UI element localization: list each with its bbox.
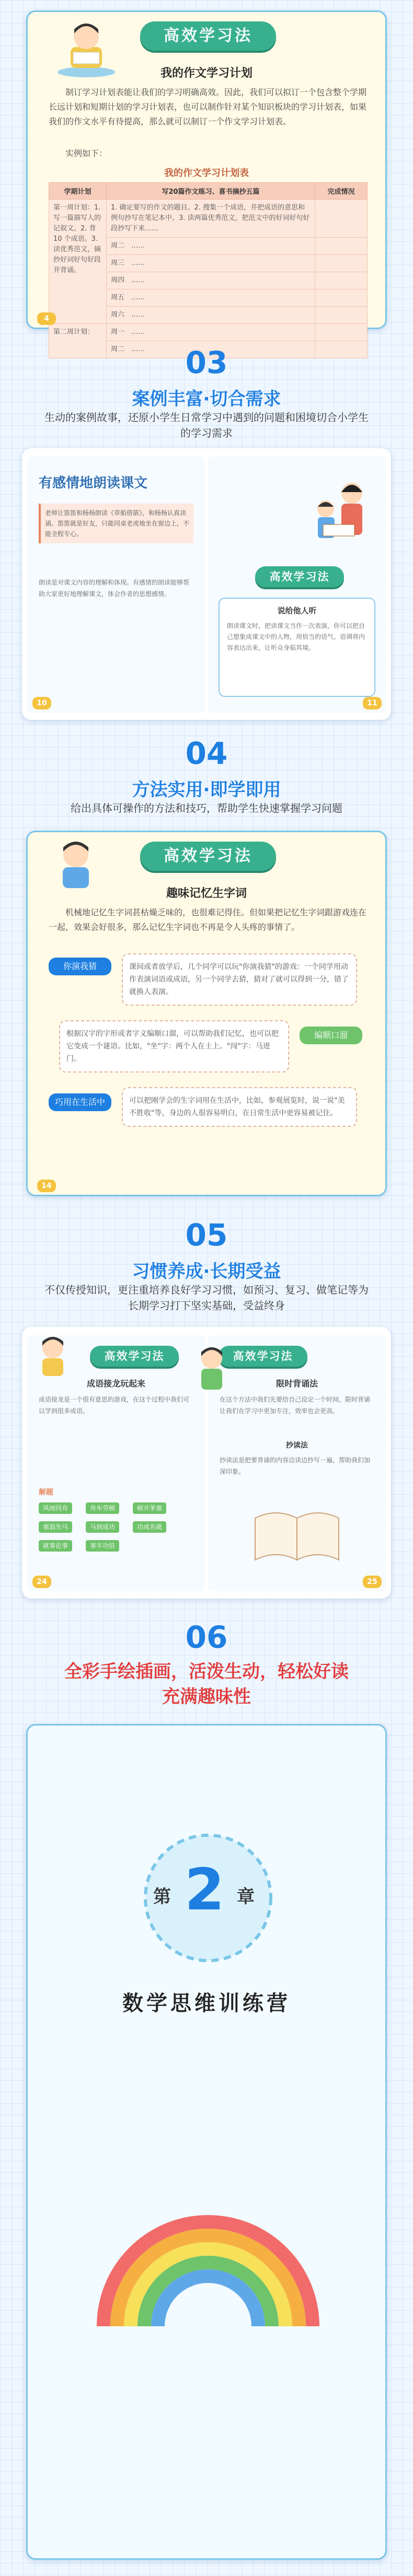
section-title: 方法实用·即学即用 <box>132 779 281 800</box>
weekday: 周二 <box>111 242 125 250</box>
ellipsis: …… <box>131 345 145 353</box>
table-cell: 1. 确定要写的作文的题目。2. 搜集一个成语，并把成语的意思和例句抄写在笔记本中。3. 读两篇优秀范文，把范文中的好词好句好段抄写下来…… <box>107 200 315 238</box>
boy-illustration <box>29 1332 76 1379</box>
tip-label-rhyme: 编顺口溜 <box>300 1027 362 1044</box>
right-text-2: 抄读法是把要背诵的内容边读边抄写一遍，帮助我们加深印象。 <box>220 1456 371 1475</box>
example-label: 实例如下： <box>65 148 108 158</box>
section-number: 06 <box>185 1619 228 1655</box>
left-title: 成语接龙玩起来 <box>86 1379 145 1389</box>
boy-illustration <box>47 836 105 893</box>
tip-note-guess: 课间或者放学后，几个同学可以玩"你演我猜"的游戏：一个同学用动作表演词语或成语，另一个同学去猜，猜对了就可以得到一分，错了就换人表演。 <box>122 953 357 1006</box>
table-cell <box>107 255 315 272</box>
table-cell <box>315 255 368 272</box>
left-page-title: 有感情地朗读课文 <box>39 475 148 491</box>
page-number: 11 <box>363 697 382 709</box>
chapter-page <box>26 1724 387 2560</box>
weekday: 周五 <box>111 294 125 301</box>
tip-title: 说给他人听 <box>277 606 317 615</box>
right-title: 限时背诵法 <box>276 1379 318 1389</box>
page-number: 14 <box>37 1180 56 1192</box>
plan-table <box>49 182 368 358</box>
idiom-chip: 风雨同舟 <box>39 1502 72 1514</box>
idiom-chip: 顿开茅塞 <box>133 1502 166 1514</box>
table-cell: 第二周计划： <box>49 324 107 358</box>
tip-text: 朗读课文时，把读课文当作一次表演，你可以把自己想象成课文中的人物，用恰当的语气、语调将内容表达出来，让听众身临其境。 <box>227 622 365 651</box>
tip-label-guess: 你演我猜 <box>49 958 111 975</box>
chapter-number: 2 <box>185 1856 225 1923</box>
page-number: 10 <box>32 697 51 709</box>
left-page <box>27 457 205 713</box>
mother-child-reading-illustration <box>302 477 381 545</box>
weekday: 周六 <box>111 311 125 319</box>
page-number: 25 <box>363 1576 382 1588</box>
ellipsis: …… <box>131 328 145 336</box>
page-number: 4 <box>37 312 56 325</box>
tip-label-life: 巧用在生活中 <box>49 1093 111 1111</box>
table-cell <box>107 272 315 289</box>
section-title: 全彩手绘插画，活泼生动，轻松好读充满趣味性 <box>64 1661 349 1707</box>
section-description: 给出具体可操作的方法和技巧，帮助学生快速掌握学习问题 <box>71 802 342 814</box>
page-banner: 高效学习法 <box>90 1346 179 1367</box>
idiom-chip: 舟车劳顿 <box>86 1502 119 1514</box>
intro-paragraph: 制订学习计划表能让我们的学习明确高效。因此，我们可以拟订一个包含整个学期长远计划和短期计划的学习计划表，也可以制作针对某个知识板块的学习计划表，如果我们的作文水平有待提高，那么就可以制订一个作文学习计划表。 <box>49 87 367 126</box>
table-cell <box>107 324 315 341</box>
tip-note-life: 可以把刚学会的生字词用在生活中，比如，参观展览时，说一说"美不胜收"等，身边的人很容易明白，在日常生活中更容易被记住。 <box>122 1087 357 1127</box>
quote-box: 老师让笛笛和杨杨朗读《草船借箭》，和杨杨认真读诵。笛笛就是好友，只能同桌老虎地坐在窗边上，不能全程专心。 <box>39 504 193 543</box>
left-page-text: 朗读是对课文内容的理解和体现。有感情的朗读能够帮助大家更好地理解课文，体会作者的思想感情。 <box>39 579 190 598</box>
ellipsis: …… <box>131 294 145 301</box>
table-cell <box>107 307 315 324</box>
page-number: 24 <box>32 1576 51 1588</box>
chapter-prefix: 第 <box>153 1886 171 1907</box>
table-cell <box>315 238 368 255</box>
tip-box <box>219 598 375 697</box>
right-sub: 抄读法 <box>286 1441 308 1450</box>
boy-reading-illustration <box>52 16 120 78</box>
table-cell <box>107 238 315 255</box>
intro-paragraph: 机械地记忆生字词甚枯燥乏味的，也很难记得住。但如果把记忆生字词跟游戏连在一起，效果会好很多，那么记忆生字词也不再是令人头疼的事情了。 <box>49 907 367 932</box>
idiom-chip: 事半功倍 <box>86 1540 119 1552</box>
right-text: 在这个方法中我们先要给自己设定一个时间，限时背诵让我们在学习中更加专注，效率也会更高。 <box>220 1396 371 1415</box>
table-cell: 第一周计划：1. 写一篇描写人的记叙文。2. 背 10 个成语。3. 读优秀范文，摘抄好词好句好段并背诵。 <box>49 200 107 324</box>
page-banner: 高效学习法 <box>140 842 276 871</box>
table-header: 写20篇作文练习、喜书摘抄五篇 <box>107 183 315 200</box>
right-page <box>208 457 386 713</box>
table-cell <box>315 289 368 307</box>
section-description: 不仅传授知识，更注重培养良好学习习惯，如预习、复习、做笔记等为长期学习打下坚实基础，受益终身 <box>44 1284 369 1312</box>
idiom-chip: 功成名就 <box>133 1521 166 1533</box>
page-banner: 高效学习法 <box>140 21 276 51</box>
page-banner: 高效学习法 <box>255 566 344 587</box>
ellipsis: …… <box>131 311 145 319</box>
section-title: 习惯养成·长期受益 <box>132 1261 281 1282</box>
tip-note-rhyme: 根据汉字的字形或者字义编顺口溜，可以帮助我们记忆，也可以把它变成一个谜语。比如，"坐"字：两个人在土上。"闯"字：马进门。 <box>59 1020 289 1073</box>
idiom-chip: 马到成功 <box>86 1521 119 1533</box>
table-header: 完成情况 <box>315 183 368 200</box>
table-header: 学期计划 <box>49 183 107 200</box>
section-number: 05 <box>185 1217 228 1253</box>
idiom-chip: 塞翁失马 <box>39 1521 72 1533</box>
table-cell <box>315 200 368 238</box>
boy-illustration <box>188 1343 235 1395</box>
left-text: 成语接龙是一个很有意思的游戏，在这个过程中我们可以学到很多成语。 <box>39 1396 190 1415</box>
idiom-chip: 就事论事 <box>39 1540 72 1552</box>
table-cell <box>107 289 315 307</box>
page-heading: 我的作文学习计划 <box>160 67 253 80</box>
table-cell <box>315 324 368 341</box>
ellipsis: …… <box>131 242 145 250</box>
weekday: 周四 <box>111 276 125 284</box>
open-book-illustration <box>250 1508 344 1570</box>
weekday: 周一 <box>111 328 125 336</box>
section-number: 03 <box>185 345 228 380</box>
left-sub: 解题 <box>39 1488 53 1497</box>
section-description: 生动的案例故事，还原小学生日常学习中遇到的问题和困境切合小学生的学习需求 <box>44 411 369 439</box>
ellipsis: …… <box>131 276 145 284</box>
chapter-title: 数学思维训练营 <box>122 1991 291 2015</box>
table-title: 我的作文学习计划表 <box>164 168 249 179</box>
chapter-suffix: 章 <box>237 1886 255 1907</box>
section-title: 案例丰富·切合需求 <box>132 389 281 410</box>
weekday: 周三 <box>111 259 125 267</box>
rainbow-illustration <box>88 2196 328 2332</box>
page-heading: 趣味记忆生字词 <box>166 887 247 900</box>
book-spread <box>22 448 391 720</box>
ellipsis: …… <box>131 259 145 267</box>
table-cell <box>315 272 368 289</box>
table-cell <box>315 307 368 324</box>
section-number: 04 <box>185 736 228 771</box>
page-banner: 高效学习法 <box>219 1346 307 1367</box>
weekday: 周二 <box>111 345 125 353</box>
